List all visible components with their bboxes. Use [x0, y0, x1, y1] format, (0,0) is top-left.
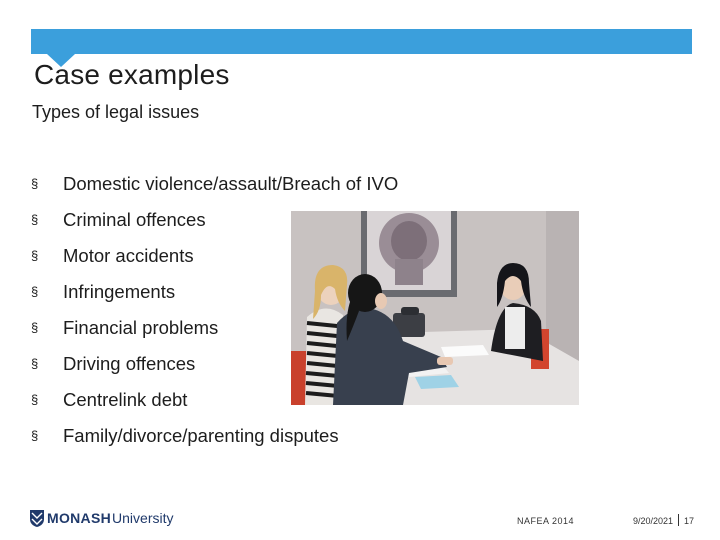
footer-event: NAFEA 2014: [517, 516, 575, 526]
bullet-text: Financial problems: [63, 317, 219, 338]
bullet-text: Centrelink debt: [63, 389, 188, 410]
bullet-text: Criminal offences: [63, 209, 206, 230]
bullet-marker: §: [31, 212, 39, 227]
page-number: 17: [684, 516, 695, 526]
bullet-marker: §: [31, 356, 39, 371]
slide-subtitle: Types of legal issues: [32, 102, 200, 122]
logo-wordmark-secondary: University: [112, 510, 174, 526]
logo-wordmark-primary: MONASH: [47, 510, 112, 526]
shield-icon: [30, 510, 44, 527]
bullet-marker: §: [31, 320, 39, 335]
bullet-text: Domestic violence/assault/Breach of IVO: [63, 173, 399, 194]
bullet-text: Family/divorce/parenting disputes: [63, 425, 339, 446]
bullet-marker: §: [31, 284, 39, 299]
bullet-marker: §: [31, 392, 39, 407]
bullet-text: Infringements: [63, 281, 176, 302]
bullet-marker: §: [31, 428, 39, 443]
monash-logo: [30, 508, 174, 528]
slide-title: Case examples: [34, 59, 230, 90]
footer-divider: [678, 514, 679, 526]
bullet-marker: §: [31, 176, 39, 191]
bullet-text: Driving offences: [63, 353, 196, 374]
bullet-marker: §: [31, 248, 39, 263]
footer-date: 9/20/2021: [633, 516, 674, 526]
bullet-text: Motor accidents: [63, 245, 194, 266]
meeting-photo: [291, 211, 579, 405]
header-accent-bar: [31, 29, 692, 54]
meeting-photo-illustration: [291, 211, 579, 405]
